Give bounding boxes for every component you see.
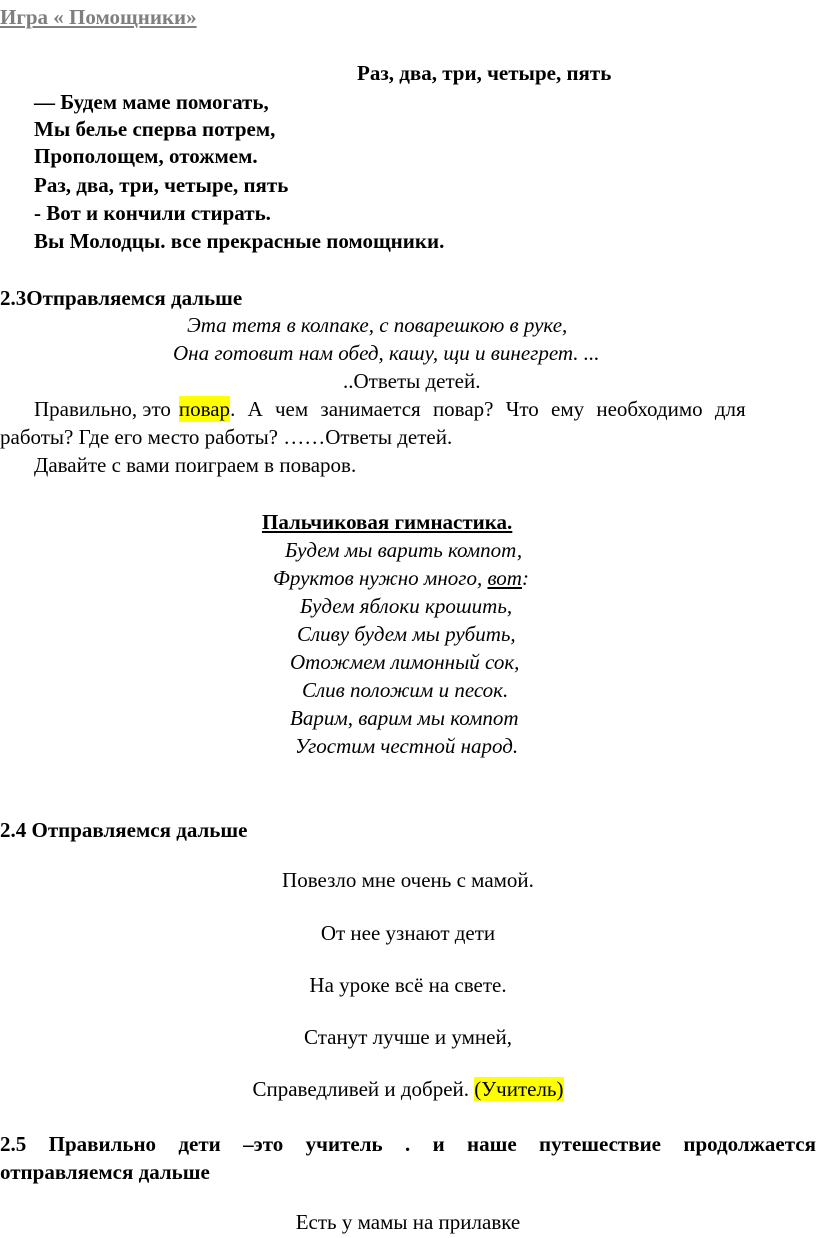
finger-gym-heading: Пальчиковая гимнастика. — [262, 510, 513, 534]
heading-word: путешествие — [539, 1132, 661, 1156]
teacher-poem-line: Повезло мне очень с мамой. — [282, 868, 534, 892]
heading-word: наше — [467, 1132, 517, 1156]
gym-line-end: : — [521, 566, 529, 590]
gym-line: Угостим честной народ. — [295, 734, 519, 758]
paragraph-cook-start: Правильно, это — [34, 397, 171, 421]
section-2-5-heading — [0, 1131, 816, 1157]
heading-word: . — [404, 1132, 411, 1156]
invite-line: Давайте с вами поиграем в поваров. — [34, 453, 357, 477]
heading-word: продолжается — [683, 1132, 816, 1156]
gym-line: Отожмем лимонный сок, — [290, 650, 520, 674]
poem-line: Вы Молодцы. все прекрасные помощники. — [34, 229, 445, 253]
teacher-poem-line: От нее узнают дети — [320, 921, 496, 945]
paragraph-cook-end: . А чем занимается повар? Что ему необходимо для — [230, 397, 746, 421]
gym-line: Будем яблоки крошить, — [300, 594, 513, 618]
poem-line: Прополощем, отожмем. — [34, 144, 258, 168]
teacher-poem-last-start: Справедливей и добрей. — [252, 1077, 475, 1101]
gym-line-underlined: вот — [487, 566, 522, 590]
paragraph-cook-rest — [230, 396, 816, 422]
gym-line-start: Фруктов нужно много, — [273, 566, 488, 590]
teacher-poem-line: Станут лучше и умней, — [304, 1025, 512, 1049]
poem-line: Мы белье сперва потрем, — [34, 117, 276, 141]
poem-line: - Вот и кончили стирать. — [34, 201, 271, 225]
gym-line: Слив положим и песок. — [302, 678, 509, 702]
heading-word: 2.5 — [0, 1132, 27, 1156]
poem-line: — Будем маме помогать, — [34, 90, 269, 114]
next-poem-line: Есть у мамы на прилавке — [295, 1210, 521, 1234]
section-2-4-heading: 2.4 Отправляемся дальше — [0, 818, 248, 842]
page-title: Игра « Помощники» — [0, 5, 197, 29]
riddle-line: Она готовит нам обед, кашу, щи и винегрет. ... — [173, 341, 600, 365]
highlight-cook: повар — [178, 397, 231, 421]
heading-word: –это — [243, 1132, 284, 1156]
gym-line: Варим, варим мы компот — [290, 706, 519, 730]
teacher-poem-last-line — [0, 1076, 816, 1102]
gym-line: Сливу будем мы рубить, — [297, 622, 516, 646]
highlight-teacher: (Учитель) — [474, 1077, 564, 1101]
gym-line: Будем мы варить компот, — [285, 538, 523, 562]
teacher-poem-line: На уроке всё на свете. — [309, 973, 507, 997]
heading-word: Правильно — [48, 1132, 157, 1156]
heading-word: учитель — [305, 1132, 383, 1156]
gym-line — [273, 565, 529, 591]
section-2-5-heading-line2: отправляемся дальше — [0, 1160, 210, 1184]
paragraph-cook-line2: работы? Где его место работы? ……Ответы детей. — [0, 425, 453, 449]
paragraph-cook — [34, 396, 816, 422]
poem-line: Раз, два, три, четыре, пять — [34, 173, 289, 197]
section-2-3-heading: 2.3Отправляемся дальше — [0, 286, 243, 310]
heading-word: и — [432, 1132, 445, 1156]
riddle-line: Эта тетя в колпаке, с поварешкою в руке, — [187, 313, 568, 337]
heading-word: дети — [178, 1132, 221, 1156]
poem-first-line: Раз, два, три, четыре, пять — [357, 61, 612, 85]
answers-note: ..Ответы детей. — [343, 369, 481, 393]
